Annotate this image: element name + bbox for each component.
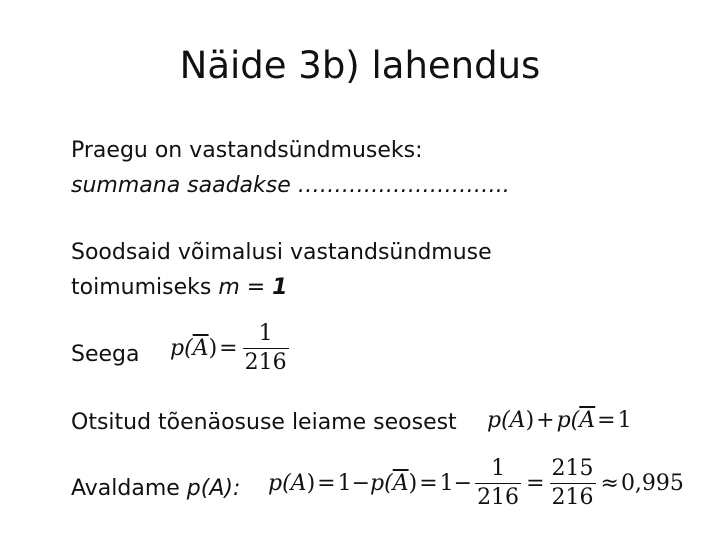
eq2-a-bar: $\overline{A}$ [579, 408, 596, 433]
equation-1 [170, 323, 292, 374]
avaldame-label [71, 476, 240, 501]
eq1-fraction [243, 323, 289, 374]
eq3-result: 0,995 [620, 471, 684, 496]
eq3-equals-1: = [317, 471, 336, 496]
text-line-3: Soodsaid võimalusi vastandsündmuse [71, 240, 492, 265]
eq3-c2: ) [408, 471, 418, 496]
eq3-p1: p( [268, 471, 291, 496]
eq3-one-minus-1: 1− [337, 471, 371, 496]
eq2-equals: = [597, 408, 616, 433]
equation-3 [268, 458, 684, 509]
eq2-plus: + [536, 408, 555, 433]
eq3-denominator-1: 216 [477, 485, 520, 510]
slide-title: Näide 3b) lahendus [179, 44, 541, 87]
eq3-approx: ≈ [600, 471, 619, 496]
eq3-fraction-2 [550, 458, 596, 509]
eq3-equals-2: = [419, 471, 438, 496]
eq2-p1: p( [487, 408, 510, 433]
avaldame-pa: p(A): [186, 476, 241, 501]
eq3-a: A [290, 471, 307, 496]
eq1-p: p( [170, 336, 193, 361]
eq3-a-bar: $\overline{A}$ [392, 471, 409, 496]
eq3-fraction-1 [475, 458, 521, 509]
eq3-numerator-1: 1 [491, 456, 506, 481]
text-line-2: summana saadakse ……………………….. [71, 173, 510, 198]
eq2-one: 1 [617, 408, 632, 433]
otsitud-label: Otsitud tõenäosuse leiame seosest [71, 410, 457, 435]
eq3-numerator-2: 215 [551, 456, 594, 481]
avaldame-text: Avaldame [71, 476, 187, 501]
eq2-p2: p( [556, 408, 580, 433]
value-one: 1 [272, 275, 288, 300]
eq1-denominator: 216 [244, 350, 287, 375]
eq2-a: A [509, 408, 526, 433]
eq3-equals-3: = [526, 471, 545, 496]
text-line-4 [71, 275, 287, 300]
eq3-c1: ) [306, 471, 316, 496]
seega-label: Seega [71, 342, 140, 367]
text-line-1: Praegu on vastandsündmuseks: [71, 138, 423, 163]
eq1-close: ) [208, 336, 218, 361]
variable-m: m [218, 275, 240, 300]
eq3-denominator-2: 216 [551, 485, 594, 510]
eq1-numerator: 1 [258, 321, 273, 346]
eq2-close1: ) [525, 408, 535, 433]
text-line-4-main: toimumiseks [71, 275, 219, 300]
eq1-equals: = [219, 336, 238, 361]
equation-2 [487, 408, 632, 433]
eq1-a-bar: $\overline{A}$ [192, 336, 209, 361]
equals-sign: = [239, 275, 273, 300]
eq3-one-minus-2: 1− [439, 471, 473, 496]
eq3-p2: p( [370, 471, 393, 496]
